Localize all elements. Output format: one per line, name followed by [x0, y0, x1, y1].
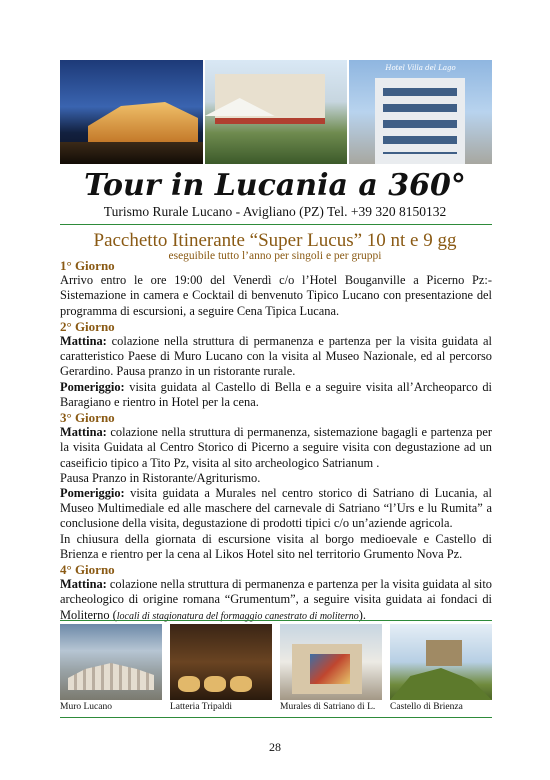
bottom-photo-strip — [60, 624, 492, 712]
day-2-morning: Mattina: colazione nella struttura di permanenza e partenza per la visita guidata al caratteristico Paese di Muro Lucano con la visita al Museo Nazionale, ed al percorso Gerardino. Pausa pranzo in un ristorante rurale. — [60, 334, 492, 379]
photo-card-muro-lucano — [60, 624, 162, 712]
day-1-heading: 1° Giorno — [60, 258, 115, 273]
photo-illuminated-building — [60, 60, 203, 164]
day-4-heading: 4° Giorno — [60, 562, 115, 578]
day-1-text: Arrivo entro le ore 19:00 del Venerdì c/o l’Hotel Bouganville a Picerno Pz:- Sistemazione in camera e Cocktail di benvenuto Tipico Lucano con presentazione del programma di escursioni, a seguire Cena Tipica Lucana. — [60, 273, 492, 318]
photo-hotel-villa-del-lago — [349, 60, 492, 164]
photo-latteria-tripaldi — [170, 624, 272, 700]
itinerary — [60, 258, 492, 624]
photo-card-murales — [280, 624, 382, 712]
day-3-afternoon: Pomeriggio: visita guidata a Murales nel centro storico di Satriano di Lucania, al Museo Multimediale ed alle maschere del carnevale di Satriano “l’Urs e lu Rumita” a conclusione della visita, degustazione di prodotti tipici c/o un’aziende agricola. — [60, 486, 492, 531]
page-title: Tour in Lucania a 360° — [84, 168, 466, 203]
package-title: Pacchetto Itinerante “Super Lucus” 10 nt e 9 gg — [93, 230, 457, 251]
photo-caption: Murales di Satriano di L. — [280, 702, 376, 712]
photo-muro-lucano — [60, 624, 162, 700]
day-3-morning: Mattina: colazione nella struttura di permanenza, sistemazione bagagli e partenza per la visita Guidata al Centro Storico di Picerno a seguire visita con degustazione ad un caseificio tipico a Tito Pz, visita al sito archeologico Satrianum . — [60, 425, 492, 470]
photo-caption: Latteria Tripaldi — [170, 702, 233, 712]
top-photo-strip — [60, 60, 492, 164]
package-subtitle: eseguibile tutto l’anno per singoli e per gruppi — [168, 250, 382, 262]
day-3-lunch: Pausa Pranzo in Ristorante/Agriturismo. — [60, 470, 261, 485]
photo-card-castello — [390, 624, 492, 712]
contact-subtitle: Turismo Rurale Lucano - Avigliano (PZ) Tel. +39 320 8150132 — [103, 204, 447, 219]
day-3-heading: 3° Giorno — [60, 410, 115, 426]
photo-caption: Muro Lucano — [60, 702, 112, 712]
day-3-evening: In chiusura della giornata di escursione visita al borgo medioevale e Castello di Brienza e rientro per la cena al Likos Hotel sito nel territorio Grumento Nova Pz. — [60, 531, 492, 561]
day-4-morning: Mattina: colazione nella struttura di permanenza e partenza per la visita guidata al sito archeologico di origine romana “Grumentum”, a seguire visita guidata ai fondaci di Moliterno (locali di stagionatura del formaggio canestrato di moliterno). — [60, 577, 492, 622]
photo-hotel-garden — [205, 60, 348, 164]
hotel-sign: Hotel Villa del Lago — [385, 64, 456, 72]
photo-caption: Castello di Brienza — [390, 702, 463, 712]
divider-bottom — [60, 717, 492, 718]
photo-card-latteria — [170, 624, 272, 712]
photo-murales-satriano — [280, 624, 382, 700]
photo-castello-brienza — [390, 624, 492, 700]
day-2-heading: 2° Giorno — [60, 318, 115, 334]
page-number: 28 — [269, 740, 281, 754]
divider-top — [60, 224, 492, 225]
day-2-afternoon: Pomeriggio: visita guidata al Castello di Bella e a seguire visita all’Archeoparco di Baragiano e rientro in Hotel per la cena. — [60, 379, 492, 409]
divider-bottom-top — [60, 620, 492, 621]
